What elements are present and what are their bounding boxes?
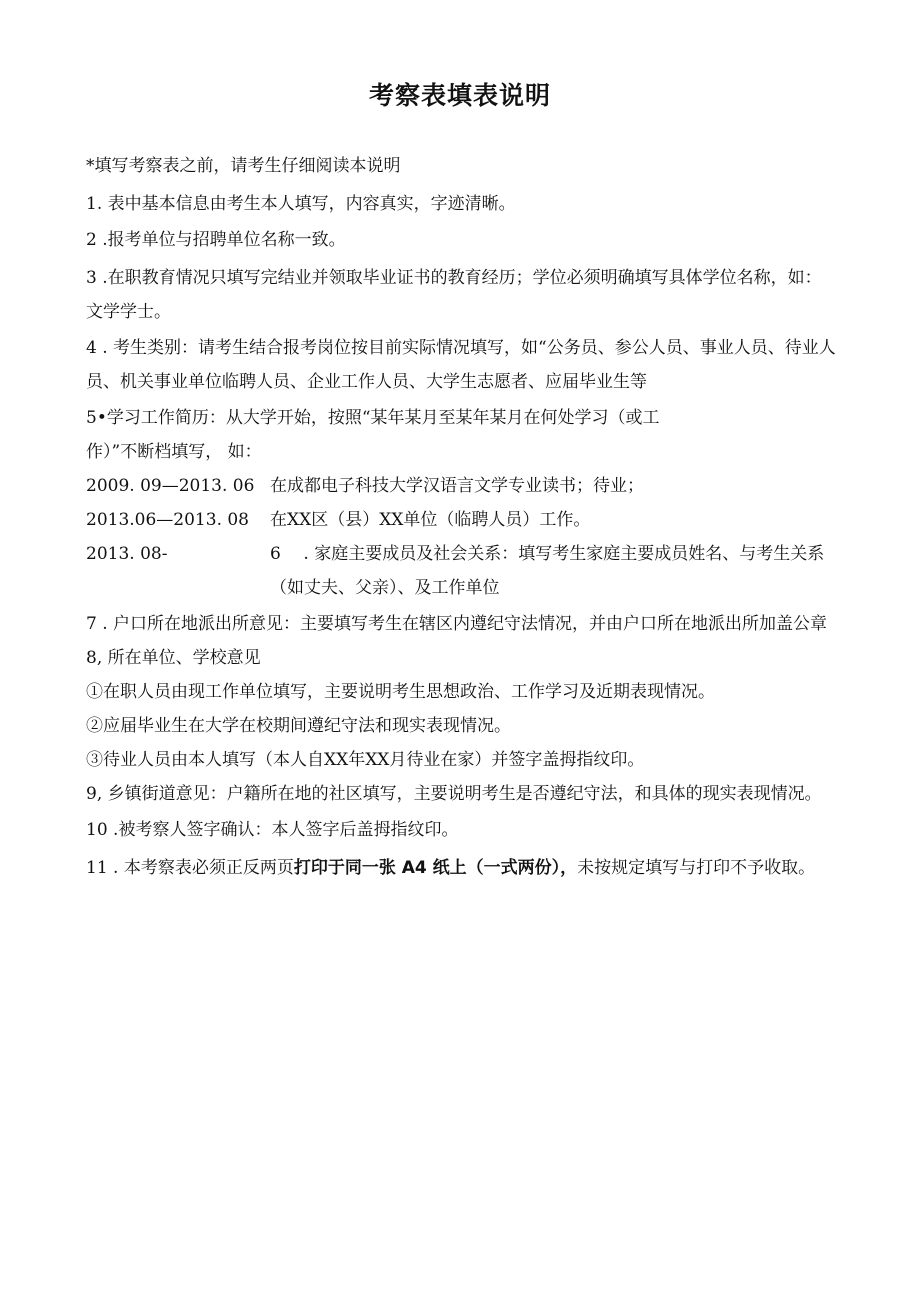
item-5-line-1: 5•学习工作简历：从大学开始，按照“某年某月至某年某月在何处学习（或工	[86, 408, 660, 428]
item-11	[86, 851, 838, 885]
example-row	[86, 503, 838, 537]
item-8-c: ③待业人员由本人填写（本人自XX年XX月待业在家）并签字盖拇指纹印。	[86, 750, 645, 770]
item-1: 1. 表中基本信息由考生本人填写，内容真实，字迹清晰。	[86, 194, 516, 214]
example-date: 2013.06—2013. 08	[86, 510, 250, 530]
example-text: 在XX区（县）XX单位（临聘人员）工作。	[270, 510, 591, 530]
item-8: 8, 所在单位、学校意见	[86, 648, 261, 668]
item-11-emphasis: 打印于同一张 A4 纸上（一式两份），	[293, 858, 578, 878]
item-3: 3 .在职教育情况只填写完结业并领取毕业证书的教育经历；学位必须明确填写具体学位名称，如：文学学士。	[86, 268, 822, 322]
item-6-text: . 家庭主要成员及社会关系：填写考生家庭主要成员姓名、与考生关系（如丈夫、父亲）、及工作单位	[270, 544, 825, 598]
example-date: 2009. 09—2013. 06	[86, 476, 255, 496]
item-4: 4 . 考生类别：请考生结合报考岗位按目前实际情况填写，如“公务员、参公人员、事业人员、待业人员、机关事业单位临聘人员、企业工作人员、大学生志愿者、应届毕业生等	[86, 338, 836, 392]
item-10: 10 .被考察人签字确认：本人签字后盖拇指纹印。	[86, 820, 459, 840]
item-9: 9, 乡镇街道意见：户籍所在地的社区填写，主要说明考生是否遵纪守法，和具体的现实表现情况。	[86, 784, 822, 804]
item-11-suffix: 未按规定填写与打印不予收取。	[577, 858, 816, 878]
example-text: 在成都电子科技大学汉语言文学专业读书；待业；	[270, 476, 644, 496]
item-5-line-2: 作）”不断档填写， 如：	[86, 442, 262, 462]
item-7: 7 . 户口所在地派出所意见：主要填写考生在辖区内遵纪守法情况，并由户口所在地派出所加盖公章	[86, 614, 828, 634]
instructions-body	[86, 149, 838, 885]
item-6-number: 6	[270, 544, 281, 564]
item-2: 2 .报考单位与招聘单位名称一致。	[86, 230, 346, 250]
item-8-b: ②应届毕业生在大学在校期间遵纪守法和现实表现情况。	[86, 716, 511, 736]
item-11-prefix: 11 . 本考察表必须正反两页	[86, 858, 294, 878]
item-6	[270, 537, 838, 605]
intro-note: *填写考察表之前，请考生仔细阅读本说明	[86, 156, 401, 176]
page-title: 考察表填表说明	[368, 81, 551, 110]
example-row	[86, 537, 838, 605]
example-row	[86, 469, 838, 503]
example-date: 2013. 08-	[86, 544, 168, 564]
item-8-a: ①在职人员由现工作单位填写，主要说明考生思想政治、工作学习及近期表现情况。	[86, 682, 715, 702]
